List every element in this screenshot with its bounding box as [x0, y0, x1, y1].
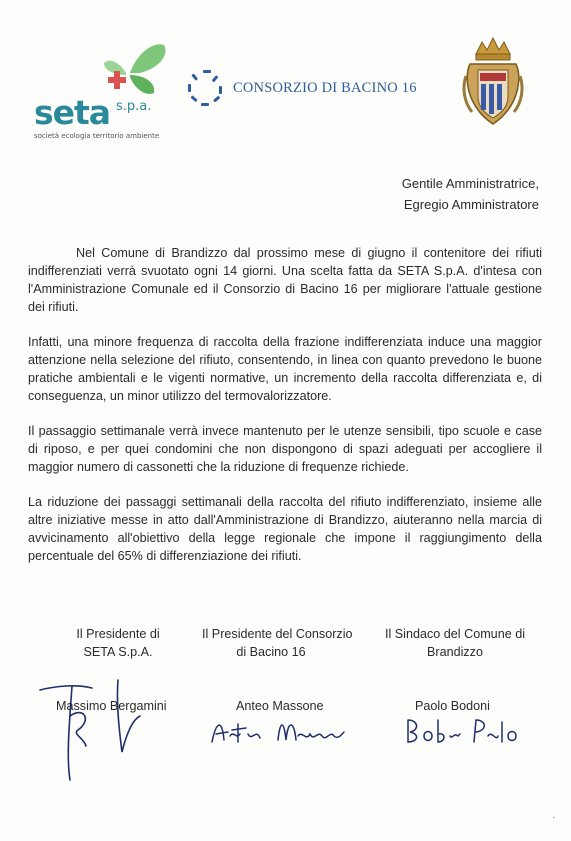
signatory-role — [58, 625, 178, 661]
consorzio-ring-icon — [186, 68, 226, 108]
role-line-1: Il Sindaco del Comune di — [384, 627, 525, 641]
seta-suffix: s.p.a. — [116, 99, 152, 114]
seta-wordmark: seta — [34, 93, 111, 132]
letter-body — [28, 244, 542, 582]
role-line-2: SETA S.p.A. — [83, 645, 153, 659]
consorzio-name: CONSORZIO DI BACINO 16 — [233, 80, 417, 96]
scan-mark: · — [552, 812, 556, 823]
role-line-2: di Bacino 16 — [236, 645, 306, 659]
paragraph-2: Infatti, una minore frequenza di raccolta della frazione indifferenziata induce una maggior attenzione nella selezione del rifiuto, consentendo, in linea con quanto prevedono le buone pratiche ambientali e le vigenti normative, un incremento della raccolta differenziata e, di conseguenza, un minor utilizzo del termovalorizzatore. — [28, 335, 542, 403]
paragraph-3: Il passaggio settimanale verrà invece mantenuto per le utenze sensibili, tipo scuole e case di riposo, e per quei condomini che non dispongono di spazi adeguati per accogliere il maggior numero di cassonetti che la riduzione di frequenze richiede. — [28, 424, 542, 474]
consorzio-logo — [186, 68, 426, 108]
paragraph-4: La riduzione dei passaggi settimanali della raccolta del rifiuto indifferenziato, insieme alle altre iniziative messe in atto dall'Amministrazione di Brandizzo, aiuteranno nella marcia di avvicinamento all'obiettivo della legge regionale che impone il raggiungimento della percentuale del 65% di differenziazione dei rifiuti. — [28, 495, 542, 563]
signatory-name: Anteo Massone — [236, 699, 324, 713]
signature-block-sindaco — [380, 625, 530, 661]
signatory-name: Massimo Bergamini — [56, 699, 167, 713]
signature-scribble-massone — [208, 712, 348, 752]
signature-block-consorzio — [202, 625, 353, 661]
signatory-role — [202, 625, 353, 661]
salutation — [402, 173, 539, 215]
signatory-name: Paolo Bodoni — [415, 699, 490, 713]
paragraph-1: Nel Comune di Brandizzo dal prossimo mese di giugno il contenitore dei rifiuti indifferenziati verrà svuotato ogni 14 giorni. Una scelta fatta da SETA S.p.A. d'intesa con l'Amministrazione Comunale ed il Consorzio di Bacino 16 per migliorare l'attuale gestione dei rifiuti. — [28, 246, 542, 314]
salutation-line-1: Gentile Amministratrice, — [401, 176, 539, 191]
signature-scribble-bergamini — [36, 676, 146, 786]
signature-block-seta — [58, 625, 178, 661]
role-line-1: Il Presidente di — [76, 627, 160, 641]
signature-scribble-bodoni — [402, 712, 522, 752]
seta-logo — [30, 35, 170, 145]
salutation-line-2: Egregio Amministratore — [403, 197, 539, 212]
role-line-2: Brandizzo — [426, 645, 483, 659]
municipal-crest-icon — [462, 36, 524, 128]
signatory-role — [380, 625, 530, 661]
role-line-1: Il Presidente del Consorzio — [202, 627, 353, 641]
seta-tagline: società ecologia territorio ambiente — [34, 132, 160, 140]
